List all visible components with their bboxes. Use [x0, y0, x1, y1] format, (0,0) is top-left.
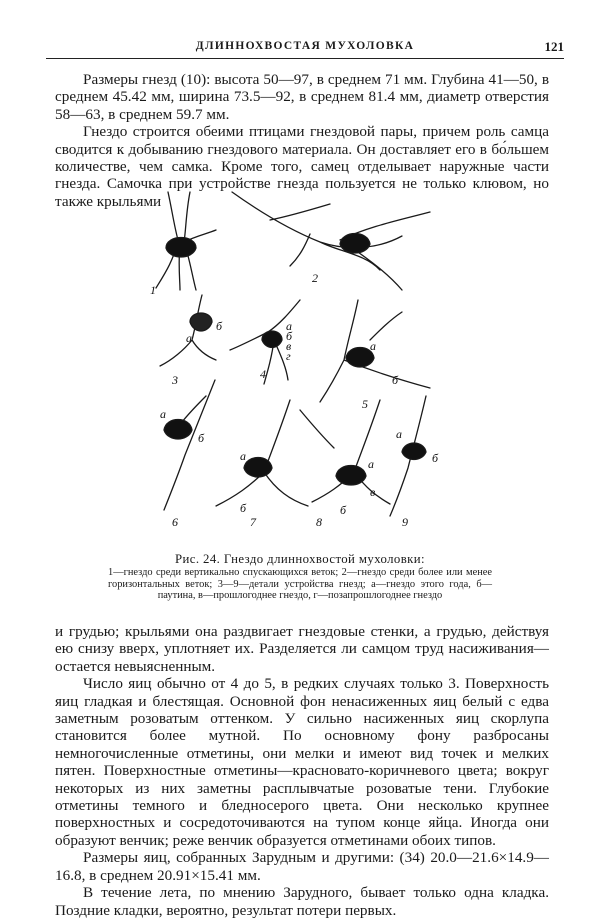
figure-nests	[140, 190, 470, 530]
caption-title: Рис. 24. Гнездо длиннохвостой мухоловки:	[175, 552, 425, 566]
page-number: 121	[544, 39, 564, 54]
part-letter: а	[160, 407, 166, 421]
header-rule	[46, 58, 564, 59]
panel-number: 4	[260, 367, 266, 381]
nest-panel-1	[156, 192, 216, 290]
paragraph-continuation: и грудью; крыльями она раздвигает гнездовые стенки, а грудью, действуя ею снизу вверх, уплотняет их. Разделяется ли самцом труд насиживания—остается невыясненным.	[55, 623, 549, 675]
nest-panel-6	[164, 380, 215, 510]
part-letter: б	[216, 319, 223, 333]
part-letter: а	[396, 427, 402, 441]
panel-number: 5	[362, 397, 368, 411]
part-letter: в	[370, 485, 376, 499]
nest-panel-9	[390, 396, 426, 516]
part-letter: б	[340, 503, 347, 517]
panel-number: 7	[250, 515, 256, 529]
paragraph-clutches: В течение лета, по мнению Зарудного, бывает только одна кладка. Поздние кладки, вероятно, результат потери первых.	[55, 884, 549, 919]
nest-panel-7	[216, 400, 334, 506]
paragraph-nest-building: Гнездо строится обеими птицами гнездовой пары, причем роль самца сводится к добыванию гнездового материала. Он доставляет его в бо́льшем количестве, чем самка. Кроме того, самец отделывает наружные части гнезда. Самочка при устройстве гнезда пользуется не только клювом, но также крыльями	[55, 123, 549, 210]
part-letter: б	[392, 373, 399, 387]
part-letter: а	[186, 331, 192, 345]
part-letter: г	[286, 349, 291, 363]
running-header	[46, 40, 564, 56]
part-letter: а	[370, 339, 376, 353]
panel-number: 1	[150, 283, 156, 297]
part-letter: а	[368, 457, 374, 471]
figure-caption	[108, 553, 492, 601]
running-title: ДЛИННОХВОСТАЯ МУХОЛОВКА	[195, 40, 415, 52]
caption-legend: 1—гнездо среди вертикально спускающихся веток; 2—гнездо среди более или менее горизонтальных веток; 3—9—детали устройства гнезд; а—гнездо этого года, б—паутина, в—прошлогоднее гнездо, г—позапрошлогоднее гнездо	[108, 567, 492, 602]
part-letter: б	[198, 431, 205, 445]
panel-number: 3	[172, 373, 178, 387]
nest-panel-8	[312, 400, 390, 504]
part-letter: б	[432, 451, 439, 465]
paragraph-egg-sizes: Размеры яиц, собранных Зарудным и другими: (34) 20.0—21.6×14.9—16.8, в среднем 20.91×15.41 мм.	[55, 849, 549, 884]
bottom-text-block	[55, 623, 549, 919]
paragraph-nest-sizes: Размеры гнезд (10): высота 50—97, в среднем 71 мм. Глубина 41—50, в среднем 45.42 мм, ширина 73.5—92, в среднем 81.4 мм, диаметр отверстия 58—63, в среднем 59.7 мм.	[55, 71, 549, 123]
part-letter: б	[286, 329, 293, 343]
paragraph-eggs: Число яиц обычно от 4 до 5, в редких случаях только 3. Поверхность яиц гладкая и блестящая. Основной фон ненасиженных яиц белый с едва заметным розоватым оттенком. У сильно насиженных яиц скорлупа становится более мутной. По основному фону разбросаны немногочисленные отметины, они мелки и имеют вид точек и мелких пятен. Поверхностные отметины—красновато-коричневого цвета; вокруг некоторых из них заметны расплывчатые розоватые тени. Глубокие отметины темного и бледносерого цвета. Они несколько крупнее поверхностных и сосредоточиваются на тупом конце яйца. Иногда они образуют венчик; реже венчик образуется отметинами обоих типов.	[55, 675, 549, 849]
part-letter: в	[286, 339, 292, 353]
panel-number: 8	[316, 515, 322, 529]
part-letter: б	[240, 501, 247, 515]
part-letter: а	[240, 449, 246, 463]
panel-number: 6	[172, 515, 178, 529]
nest-illustration	[140, 190, 470, 530]
panel-number: 2	[312, 271, 318, 285]
panel-number: 9	[402, 515, 408, 529]
part-letter: а	[286, 319, 292, 333]
nest-panel-2	[232, 192, 430, 290]
